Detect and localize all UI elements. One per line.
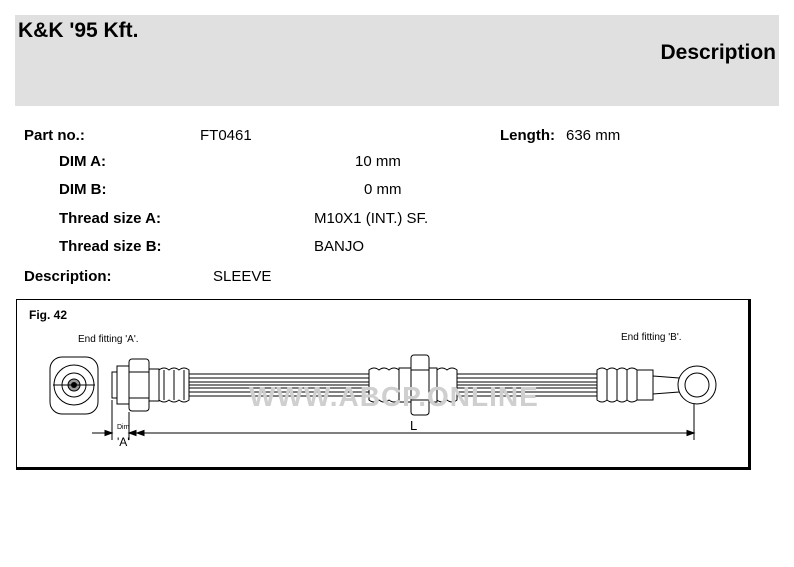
length-marker: L — [410, 418, 418, 433]
figure-label: Fig. 42 — [29, 308, 68, 322]
part-no-label: Part no.: — [24, 127, 85, 144]
thread-a-value: M10X1 (INT.) SF. — [314, 210, 429, 227]
description-label: Description: — [24, 268, 112, 285]
dim-small-label: Dim — [117, 424, 130, 431]
length-value: 636 mm — [566, 127, 621, 144]
dim-a-value: 10 mm — [355, 153, 401, 170]
page-title: Description — [660, 41, 776, 64]
hose-figure — [16, 299, 751, 470]
end-fitting-b-label: End fitting 'B'. — [621, 332, 682, 343]
end-fitting-a-label: End fitting 'A'. — [78, 334, 139, 345]
header-banner — [15, 15, 779, 106]
thread-b-value: BANJO — [314, 238, 365, 255]
dim-b-value: 0 mm — [364, 181, 402, 198]
end-b-fitting — [597, 366, 716, 404]
dim-b-label: DIM B: — [59, 181, 107, 198]
length-label: Length: — [500, 127, 555, 144]
part-no-value: FT0461 — [200, 127, 252, 144]
end-a-fitting — [112, 359, 189, 411]
dim-a-label: DIM A: — [59, 153, 106, 170]
thread-a-label: Thread size A: — [59, 210, 161, 227]
company-name: K&K '95 Kft. — [18, 19, 139, 42]
description-value: SLEEVE — [213, 268, 272, 285]
dim-a-marker: 'A' — [117, 435, 130, 449]
end-a-front-view — [50, 357, 98, 414]
watermark-text: WWW.ABCP.ONLINE — [249, 381, 539, 412]
thread-b-label: Thread size B: — [59, 238, 162, 255]
